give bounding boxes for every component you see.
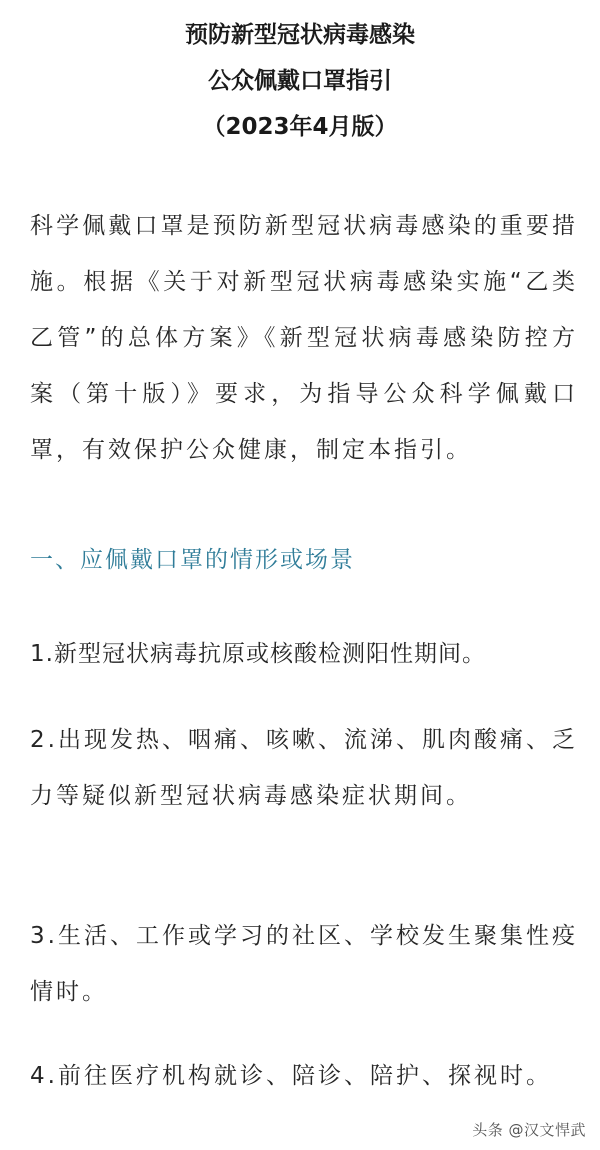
- list-item: 2.出现发热、咽痛、咳嗽、流涕、肌肉酸痛、乏力等疑似新型冠状病毒感染症状期间。: [30, 727, 578, 809]
- list-item: 3.生活、工作或学习的社区、学校发生聚集性疫情时。: [30, 923, 578, 1005]
- list-item: 1.新型冠状病毒抗原或核酸检测阳性期间。: [30, 641, 486, 667]
- section-heading: 一、应佩戴口罩的情形或场景: [30, 547, 355, 573]
- title-line-2: 公众佩戴口罩指引: [208, 68, 392, 94]
- list-item: 4.前往医疗机构就诊、陪诊、陪护、探视时。: [30, 1063, 552, 1089]
- document-title: [0, 12, 600, 150]
- watermark: 头条 @汉文悍武: [472, 1121, 586, 1139]
- title-line-1: 预防新型冠状病毒感染: [185, 22, 415, 48]
- intro-paragraph: 科学佩戴口罩是预防新型冠状病毒感染的重要措施。根据《关于对新型冠状病毒感染实施“乙类乙管”的总体方案》《新型冠状病毒感染防控方案（第十版）》要求，为指导公众科学佩戴口罩，有效保护公众健康，制定本指引。: [30, 213, 578, 463]
- title-line-3: （2023年4月版）: [202, 114, 398, 140]
